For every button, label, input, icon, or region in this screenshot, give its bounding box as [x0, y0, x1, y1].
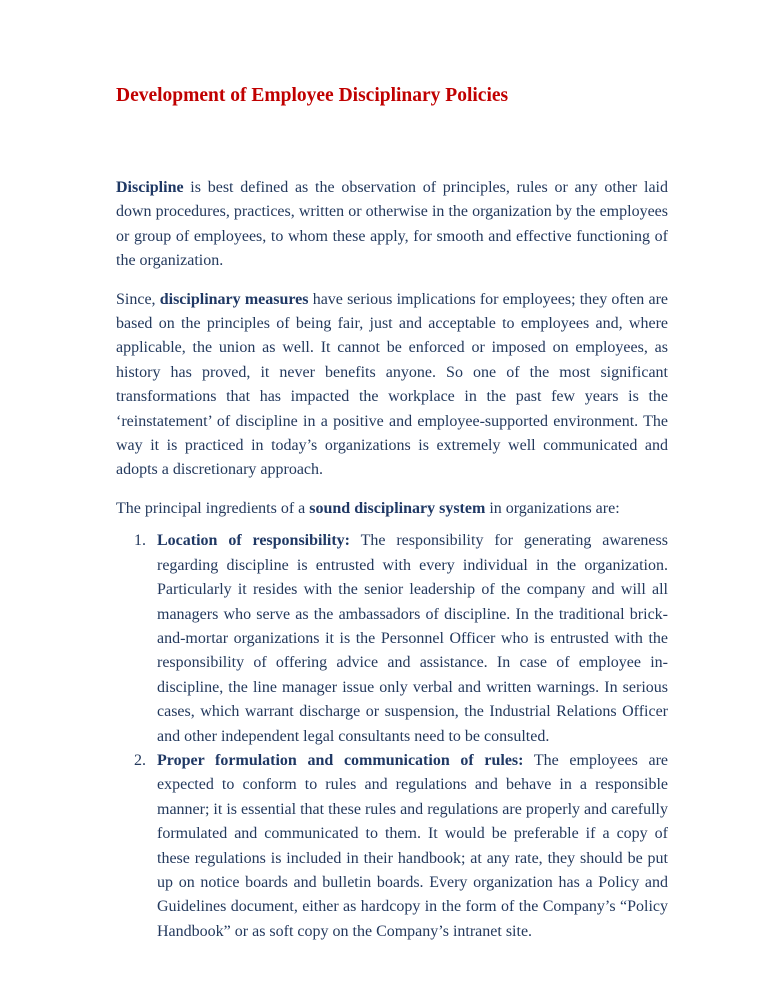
paragraph-text: is best defined as the observation of principles, rules or any other laid down procedures, practices, written or otherwise in the organization by the employees or group of employees, to whom these apply, for smooth and effective functioning of the organization. [116, 179, 668, 270]
list-item [116, 529, 668, 749]
document-title: Development of Employee Disciplinary Policies [116, 85, 509, 106]
list-item-heading: Location of responsibility: [157, 532, 351, 550]
paragraph-discipline-definition [116, 176, 668, 274]
paragraph-text: in organizations are: [485, 499, 620, 517]
list-number: 2. [134, 751, 146, 769]
list-item-text: The responsibility for generating awareness regarding discipline is entrusted with every individual in the organization. Particularly it resides with the senior leadership of the company and will all managers who serve as the ambassadors of discipline. In the traditional brick-and-mortar organizations it is the Personnel Officer who is entrusted with the responsibility of offering advice and assistance. In case of employee in-discipline, the line manager issue only verbal and written warnings. In serious cases, which warrant discharge or suspension, the Industrial Relations Officer and other independent legal consultants need to be consulted. [157, 532, 668, 745]
paragraph-disciplinary-measures [116, 288, 668, 483]
bold-term: sound disciplinary system [309, 499, 486, 517]
paragraph-text: The principal ingredients of a [116, 499, 310, 517]
paragraph-text: Since, [116, 290, 160, 308]
ingredients-list [116, 529, 668, 944]
list-item-text: The employees are expected to conform to rules and regulations and behave in a responsible manner; it is essential that these rules and regulations are properly and carefully formulated and communicated to them. It would be preferable if a copy of these regulations is included in their handbook; at any rate, they should be put up on notice boards and bulletin boards. Every organization has a Policy and Guidelines document, either as hardcopy in the form of the Company’s “Policy Handbook” or as soft copy on the Company’s intranet site. [157, 751, 669, 940]
bold-term: disciplinary measures [159, 290, 309, 308]
list-number: 1. [134, 532, 146, 550]
bold-term: Discipline [116, 179, 184, 196]
list-item-heading: Proper formulation and communication of rules: [157, 751, 524, 769]
list-item [116, 749, 668, 944]
document-page [116, 82, 668, 944]
paragraph-principal-ingredients [116, 497, 668, 521]
paragraph-text: have serious implications for employees; they often are based on the principles of being fair, just and acceptable to employees and, where applicable, the union as well. It cannot be enforced or imposed on employees, as history has proved, it never benefits anyone. So one of the most significant transformations that has impacted the workplace in the past few years is the ‘reinstatement’ of discipline in a positive and employee-supported environment. The way it is practiced in today’s organizations is extremely well communicated and adopts a discretionary approach. [116, 290, 669, 479]
